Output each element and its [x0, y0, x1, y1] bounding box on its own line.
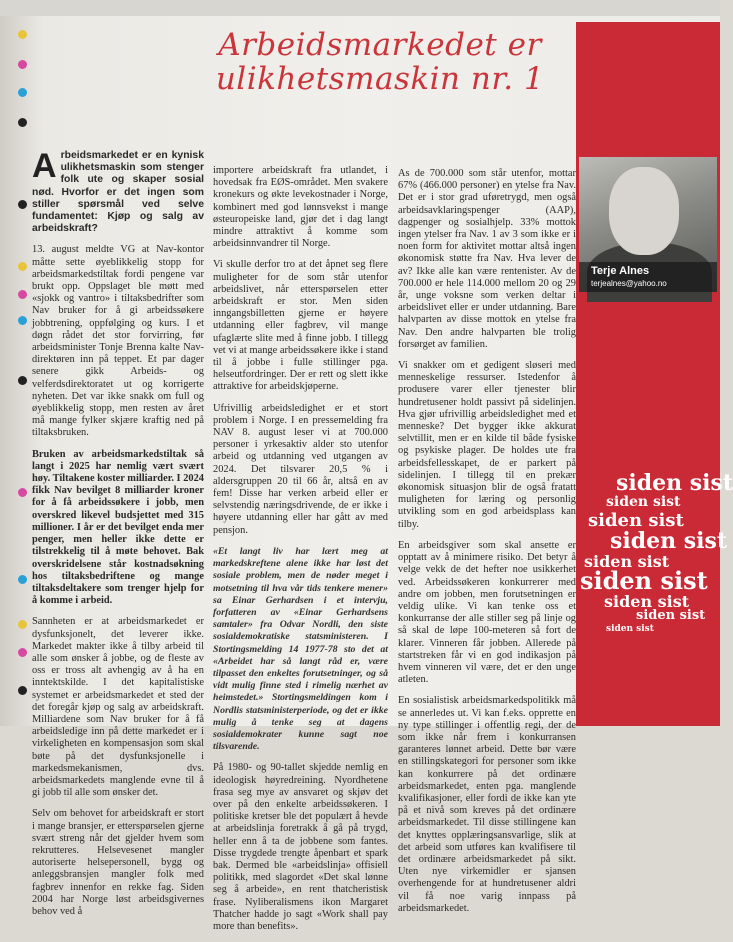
paragraph: Sannheten er at arbeidsmarkedet er dysfunksjonelt, det leverer ikke. Markedet makter ikke å tilby arbeid til alle som ønsker å jobbe, og de fleste av oss er tross alt avhengig av å ha en inntektskilde. I det kapitalistiske systemet er arbeidsmarkedet et sted der det foregår kjøp og salg av arbeidskraft. Milliardene som Nav bruker for å få arbeidsledige inn på dette markedet er i virkeligheten en kompensasjon som skal bøte på det dysfunksjonelle i markedsmekanismen, dvs. arbeidsmarkedets manglende evne til å gi jobb til alle som ønsker det.	[32, 616, 204, 799]
paragraph: Bruken av arbeidsmarkedstiltak så langt i 2025 har nemlig vært svært høy. Tiltakene koster milliarder. I 2024 fikk Nav bevilget 8 milliarder kroner for å få arbeidssøkere i jobb, men overskred likevel budsjettet med 315 millioner. I år er det bevilget enda mer penger, men heller ikke dette er tilstrekkelig til å møte behovet. Bak overskridelsene står kostnadsøkning hos tiltaksbedriftene og mange tiltaksdeltakere som trenger hjelp for å komme i arbeid.	[32, 448, 204, 607]
registration-dot	[18, 488, 27, 497]
drop-cap: A	[32, 147, 57, 185]
stamp-text: siden sist	[606, 624, 654, 634]
stamp-text: siden sist	[584, 552, 670, 571]
registration-dot	[18, 686, 27, 695]
registration-dot	[18, 648, 27, 657]
article-column-1	[32, 147, 204, 927]
stamp-text: siden sist	[580, 566, 708, 595]
registration-dot	[18, 316, 27, 325]
paragraph: En sosialistisk arbeidsmarkedspolitikk må se annerledes ut. Vi kan f.eks. opprette en ny type stillinger i offentlig regi, der de som ikke når frem i konkurransen garanteres lønnet arbeid. Dette bør være en stillingskategori for personer som ikke kan konkurrere på det ordinære arbeidsmarkedet, enten pga. manglende kvalifikasjoner, eller fordi de ikke kan yte på et nivå som kreves på det ordinære arbeidsmarkedet. Til disse stillingene kan det knyttes opplæringsansvarlige, slik at det arbeid som utføres kan kvalifisere til det ordinære arbeidsmarkedet på sikt. Uten nye virkemidler er sjansen overhengende for at hundretusener aldri vil få noe varig innpass på arbeidsmarkedet.	[398, 695, 576, 914]
paragraph: Selv om behovet for arbeidskraft er stort i mange bransjer, er etterspørselen gjerne svært streng når det gjelder hvem som rekrutteres. Helsevesenet mangler autoriserte helsepersonell, bygg og anleggsbransjen mangler folk med fagbrev innenfor en rekke fag. Siden 2004 har Norge løst arbeidsgivernes behov ved å	[32, 808, 204, 917]
paragraph: importere arbeidskraft fra utlandet, i hovedsak fra EØS-området. Men svakere kronekurs og økte levekostnader i Norge, kombinert med god lønnsvekst i mange østeuropeiske land, gjør det i dag langt mindre attraktivt å komme som arbeidsinnvandrer til Norge.	[213, 165, 388, 250]
headline	[190, 28, 570, 96]
headline-line1: Arbeidsmarkedet er	[218, 27, 542, 63]
top-strip	[0, 0, 720, 16]
registration-dot	[18, 620, 27, 629]
pull-quote: «Et langt liv har lært meg at markedskreftene alene ikke har løst det sosiale problem, men de nøder meget i motsetning til hva vår tids tenkere mener» sa Einar Gerhardsen i et intervju, forfatteren av «Einar Gerhardsens samtaler» fra Odvar Nordli, den siste sosialdemokratiske statsministeren. I Stortingsmelding 14 1977-78 sto det at «Arbeidet har så langt råd er, være tilpasset den enkeltes forutsetninger, og så vidt mulig finne sted i rimelig nærhet av heimstedet.» Stortingsmeldingen kom i Nordlis statsministerperiode, og det er ikke mulig å tenke seg at dagens sosialdemokrater kunne sagt noe tilsvarende.	[213, 545, 388, 753]
author-name: Terje Alnes	[591, 265, 650, 277]
stamp-text: siden sist	[588, 510, 684, 531]
author-email: terjealnes@yahoo.no	[591, 279, 667, 288]
registration-dot	[18, 30, 27, 39]
registration-dot	[18, 200, 27, 209]
lead-paragraph: Arbeidsmarkedet er en kynisk ulikhetsmaskin som stenger folk ute og skaper sosial nød. Hvorfor er det ingen som stiller spørsmål ved selve fundamentet: Kjøp og salg av arbeidskraft?	[32, 147, 204, 235]
paragraph: Ufrivillig arbeidsledighet er et stort problem i Norge. I en pressemelding fra NAV 8. august leser vi at 700.000 personer i yrkesaktiv alder sto utenfor arbeid og utdanning ved utgangen av 2024. Det tilsvarer 20,5 % i aldersgruppen 20 til 66 år, altså en av fem! Disse har verken arbeid eller er selvstendig næringsdrivende, de er ikke i høyere utdanning eller har gått av med pensjon.	[213, 402, 388, 536]
paragraph: Vi skulle derfor tro at det åpnet seg flere muligheter for de som står utenfor arbeidslivet, når etterspørselen etter arbeidskraft er stor. Men siden inngangsbilletten gjerne er høyere utdanning eller fagbrev, vil mange ufaglærte slite med å finne jobb. I tillegg vet vi at mange arbeidssøkere ikke i stand til å jobbe i fulle stillinger pga. helseutfordringer. Der er rett og slett ikke attraktive for arbeidskjøperne.	[213, 259, 388, 393]
author-caption	[579, 262, 717, 292]
registration-dot	[18, 376, 27, 385]
stamp-text: siden sist	[616, 470, 733, 496]
registration-dot	[18, 88, 27, 97]
siden-sist-stamps	[576, 470, 733, 634]
registration-dot	[18, 290, 27, 299]
registration-dot	[18, 60, 27, 69]
article-column-2	[213, 165, 388, 942]
registration-dot	[18, 575, 27, 584]
stamp-text: siden sist	[636, 608, 706, 623]
paragraph: På 1980- og 90-tallet skjedde nemlig en ideologisk høyredreining. Nyordhetene frasa seg mye av ansvaret og skjøv det over på den enkelte arbeidssøkeren. I politiske kretser ble det populært å hevde at arbeidslinja foretrakk å gå på trygd, heller enn å ta de jobbene som fantes. Disse trygdede trengte åpenbart et spark bak. Dermed ble «arbeidslinja» offisiell politikk, med slagordet «Det skal lønne seg å arbeide», en rent thatcheristisk frase. Nyliberalismens ikon Margaret Thatcher hadde jo sagt «Work shall pay more than benefits».	[213, 762, 388, 932]
article-column-3	[398, 168, 576, 924]
paragraph: En arbeidsgiver som skal ansette er opptatt av å minimere risiko. Det betyr å velge vekk de det hefter noe usikkerhet ved. Arbeidssøkeren konkurrerer med andre om jobben, men forutsetningen er veldig ulike. Vi kan tenke oss et konkurranse der alle stiller seg på linje og så skal de løpe 100-meteren så fort de klarer. Vinneren får jobben. Allerede på startstreken får vi en god indikasjon på hvem vinneren vil være, det er den unge atleten.	[398, 539, 576, 686]
paragraph: Vi snakker om et gedigent sløseri med menneskelige ressurser. Istedenfor å produsere varer eller tjenester blir hundretusener holdt passivt på sidelinjen. Hva gjør ufrivillig arbeidsledighet med et menneske? Det bygger ikke akkurat selvtillit, men er en kilde til både fysiske og psykiske plager. De holdes ute fra arbeidsfellesskapet, de er parkert på sidelinjen. I tillegg til en prekær økonomisk situasjon blir de også fratatt muligheten for læring og personlig utvikling som en god arbeidsplass kan tilby.	[398, 360, 576, 530]
registration-dot	[18, 118, 27, 127]
paragraph: As de 700.000 som står utenfor, mottar 67% (466.000 personer) en ytelse fra Nav. Det er i stor grad uføretrygd, men også arbeidsavklaringspenger (AAP), dagpenger og sosialhjelp. 33% mottok ingen ytelser fra Nav. 1 av 3 som ikke er i noen form for aktivitet mottar altså ingen økonomisk støtte fra Nav. Hva lever de av? Ikke alle kan være rentenister. Av de 700.000 er hele 114.000 mellom 20 og 29 år, unge voksne som verken deltar i arbeidslivet eller er under utdanning. Bare halvparten av disse mottok en ytelse fra Nav. Den andre halvparten ble trolig forsørget av familien.	[398, 168, 576, 350]
paragraph: 13. august meldte VG at Nav-kontor måtte sette øyeblikkelig stopp for arbeidsmarkedstiltak fordi pengene var brukt opp. Oppslaget ble møtt med «sjokk og vantro» i tiltaksbedrifter som Nav bruker for å gi arbeidssøkere jobbtrening, oppfølging og kurs. I et døgn rådet det stor forvirring, før arbeidsminister Tonje Brenna kalte Nav-direktøren inn på teppet. Et par dager senere gikk Arbeids- og velferdsdirektoratet ut og korrigerte nyheten. Det var ikke snakk om full og øyeblikkelig stopp, men resten av året må mange fylker skjære kraftig ned på tiltaksbruken.	[32, 244, 204, 439]
stamp-text: siden sist	[606, 494, 681, 510]
stamp-text: siden sist	[610, 528, 728, 554]
headline-line2: ulikhetsmaskin nr. 1	[215, 61, 545, 97]
registration-dot	[18, 262, 27, 271]
stamp-text: siden sist	[604, 592, 690, 611]
author-face	[609, 167, 679, 255]
